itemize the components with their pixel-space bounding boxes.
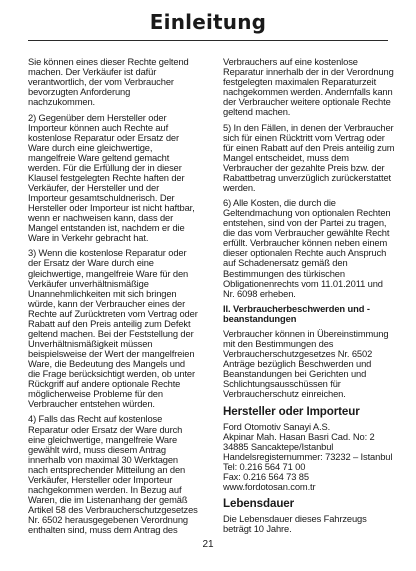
page-header <box>0 0 416 44</box>
complaints-heading: II. Verbraucherbeschwerden und -beanstandungen <box>223 303 370 325</box>
paragraph: 4) Falls das Recht auf kostenlose Reparatur oder Ersatz der Ware durch eine gleichwertige, mangelfreie Ware gewählt wird, muss diesem Antrag innerhalb von maximal 30 Werktagen nach entsprechender Mitteilung an den Verkäufer, Hersteller oder Importeur nachgekommen werden. In Bezug auf Waren, die im Listenanhang der gemäß Artikel 58 des Verbraucherschutzgesetzes Nr. 6502 herausgegebenen Verordnung enthalten sind, muss dem Antrag des <box>28 414 198 535</box>
right-column <box>223 57 395 540</box>
address-line: Tel: 0.216 564 71 00 <box>223 461 306 472</box>
paragraph: 2) Gegenüber dem Hersteller oder Importeur können auch Rechte auf kostenlose Reparatur oder Ersatz der Ware durch eine gleichwertige, mangelfreie Ware geltend gemacht werden. Für die Erfüllung der in dieser Klausel festgelegten Rechte haften der Verkäufer, der Hersteller und der Importeur gesamtschuldnerisch. Der Hersteller oder Importeur ist nicht haftbar, wenn er nachweisen kann, dass der Mangel entstanden ist, nachdem er die Ware in Verkehr gebracht hat. <box>28 112 195 244</box>
left-column <box>28 57 199 540</box>
address-line: Handelsregisternummer: 73232 – Istanbul <box>223 451 393 462</box>
lifetime-heading: Lebensdauer <box>223 497 295 511</box>
lifetime-text: Die Lebensdauer dieses Fahrzeugs beträgt 10 Jahre. <box>223 514 367 535</box>
address-line: Akpinar Mah. Hasan Basri Cad. No: 2 <box>223 431 375 442</box>
paragraph: Verbrauchers auf eine kostenlose Reparatur innerhalb der in der Verordnung festgelegten maximalen Reparaturzeit nachgekommen werden. Andernfalls kann der Verbraucher weitere optionale Rechte geltend machen. <box>223 57 394 118</box>
complaints-text: Verbraucher können in Übereinstimmung mit den Bestimmungen des Verbraucherschutzgesetzes Nr. 6502 Anträge bezüglich Beschwerden und Beanstandungen bei Gerichten und Schlichtungsausschüssen für Verbraucherschutz einreichen. <box>223 329 389 400</box>
manufacturer-heading: Hersteller oder Importeur <box>223 404 360 418</box>
paragraph: 5) In den Fällen, in denen der Verbraucher sich für einen Rücktritt vom Vertrag oder für einen Rabatt auf den Preis anteilig zum Mangel entscheidet, muss dem Verbraucher der gezahlte Preis bzw. der Rabattbetrag unverzüglich zurückerstattet werden. <box>223 122 395 193</box>
header-divider <box>28 40 388 41</box>
paragraph: Sie können eines dieser Rechte geltend machen. Der Verkäufer ist dafür verantwortlich, der vom Verbraucher bevorzugten Anforderung nachzukommen. <box>28 57 189 108</box>
address-line: Fax: 0.216 564 73 85 <box>223 471 309 482</box>
address-line: Ford Otomotiv Sanayi A.S. <box>223 421 331 432</box>
website-line: www.fordotosan.com.tr <box>223 481 316 492</box>
page-title: Einleitung <box>149 10 267 34</box>
page-number: 21 <box>202 539 214 550</box>
paragraph: 3) Wenn die kostenlose Reparatur oder der Ersatz der Ware durch eine gleichwertige, mangelfreie Ware für den Verkäufer unverhältnismäßige Unannehmlichkeiten mit sich bringen würde, kann der Verbraucher eines der Rechte auf Zurücktreten vom Vertrag oder Rabatt auf den Preis anteilig zum Defekt geltend machen. Bei der Feststellung der Unverhältnismäßigkeit müssen beispielsweise der Wert der mangelfreien Ware, die Bedeutung des Mangels und die Frage berücksichtigt werden, ob unter Rückgriff auf andere optionale Rechte möglicherweise Probleme für den Verbraucher entstehen würden. <box>28 248 198 410</box>
paragraph: 6) Alle Kosten, die durch die Geltendmachung von optionalen Rechten entstehen, sind von der Partei zu tragen, die das vom Verbraucher gewählte Recht erfüllt. Verbraucher können neben einem dieser optionalen Rechte auch Anspruch auf Schadenersatz gemäß den Bestimmungen des türkischen Obligationenrechts vom 11.01.2011 und Nr. 6098 erheben. <box>223 198 391 299</box>
manufacturer-address <box>223 422 395 492</box>
address-line: 34885 Sancaktepe/Istanbul <box>223 441 334 452</box>
